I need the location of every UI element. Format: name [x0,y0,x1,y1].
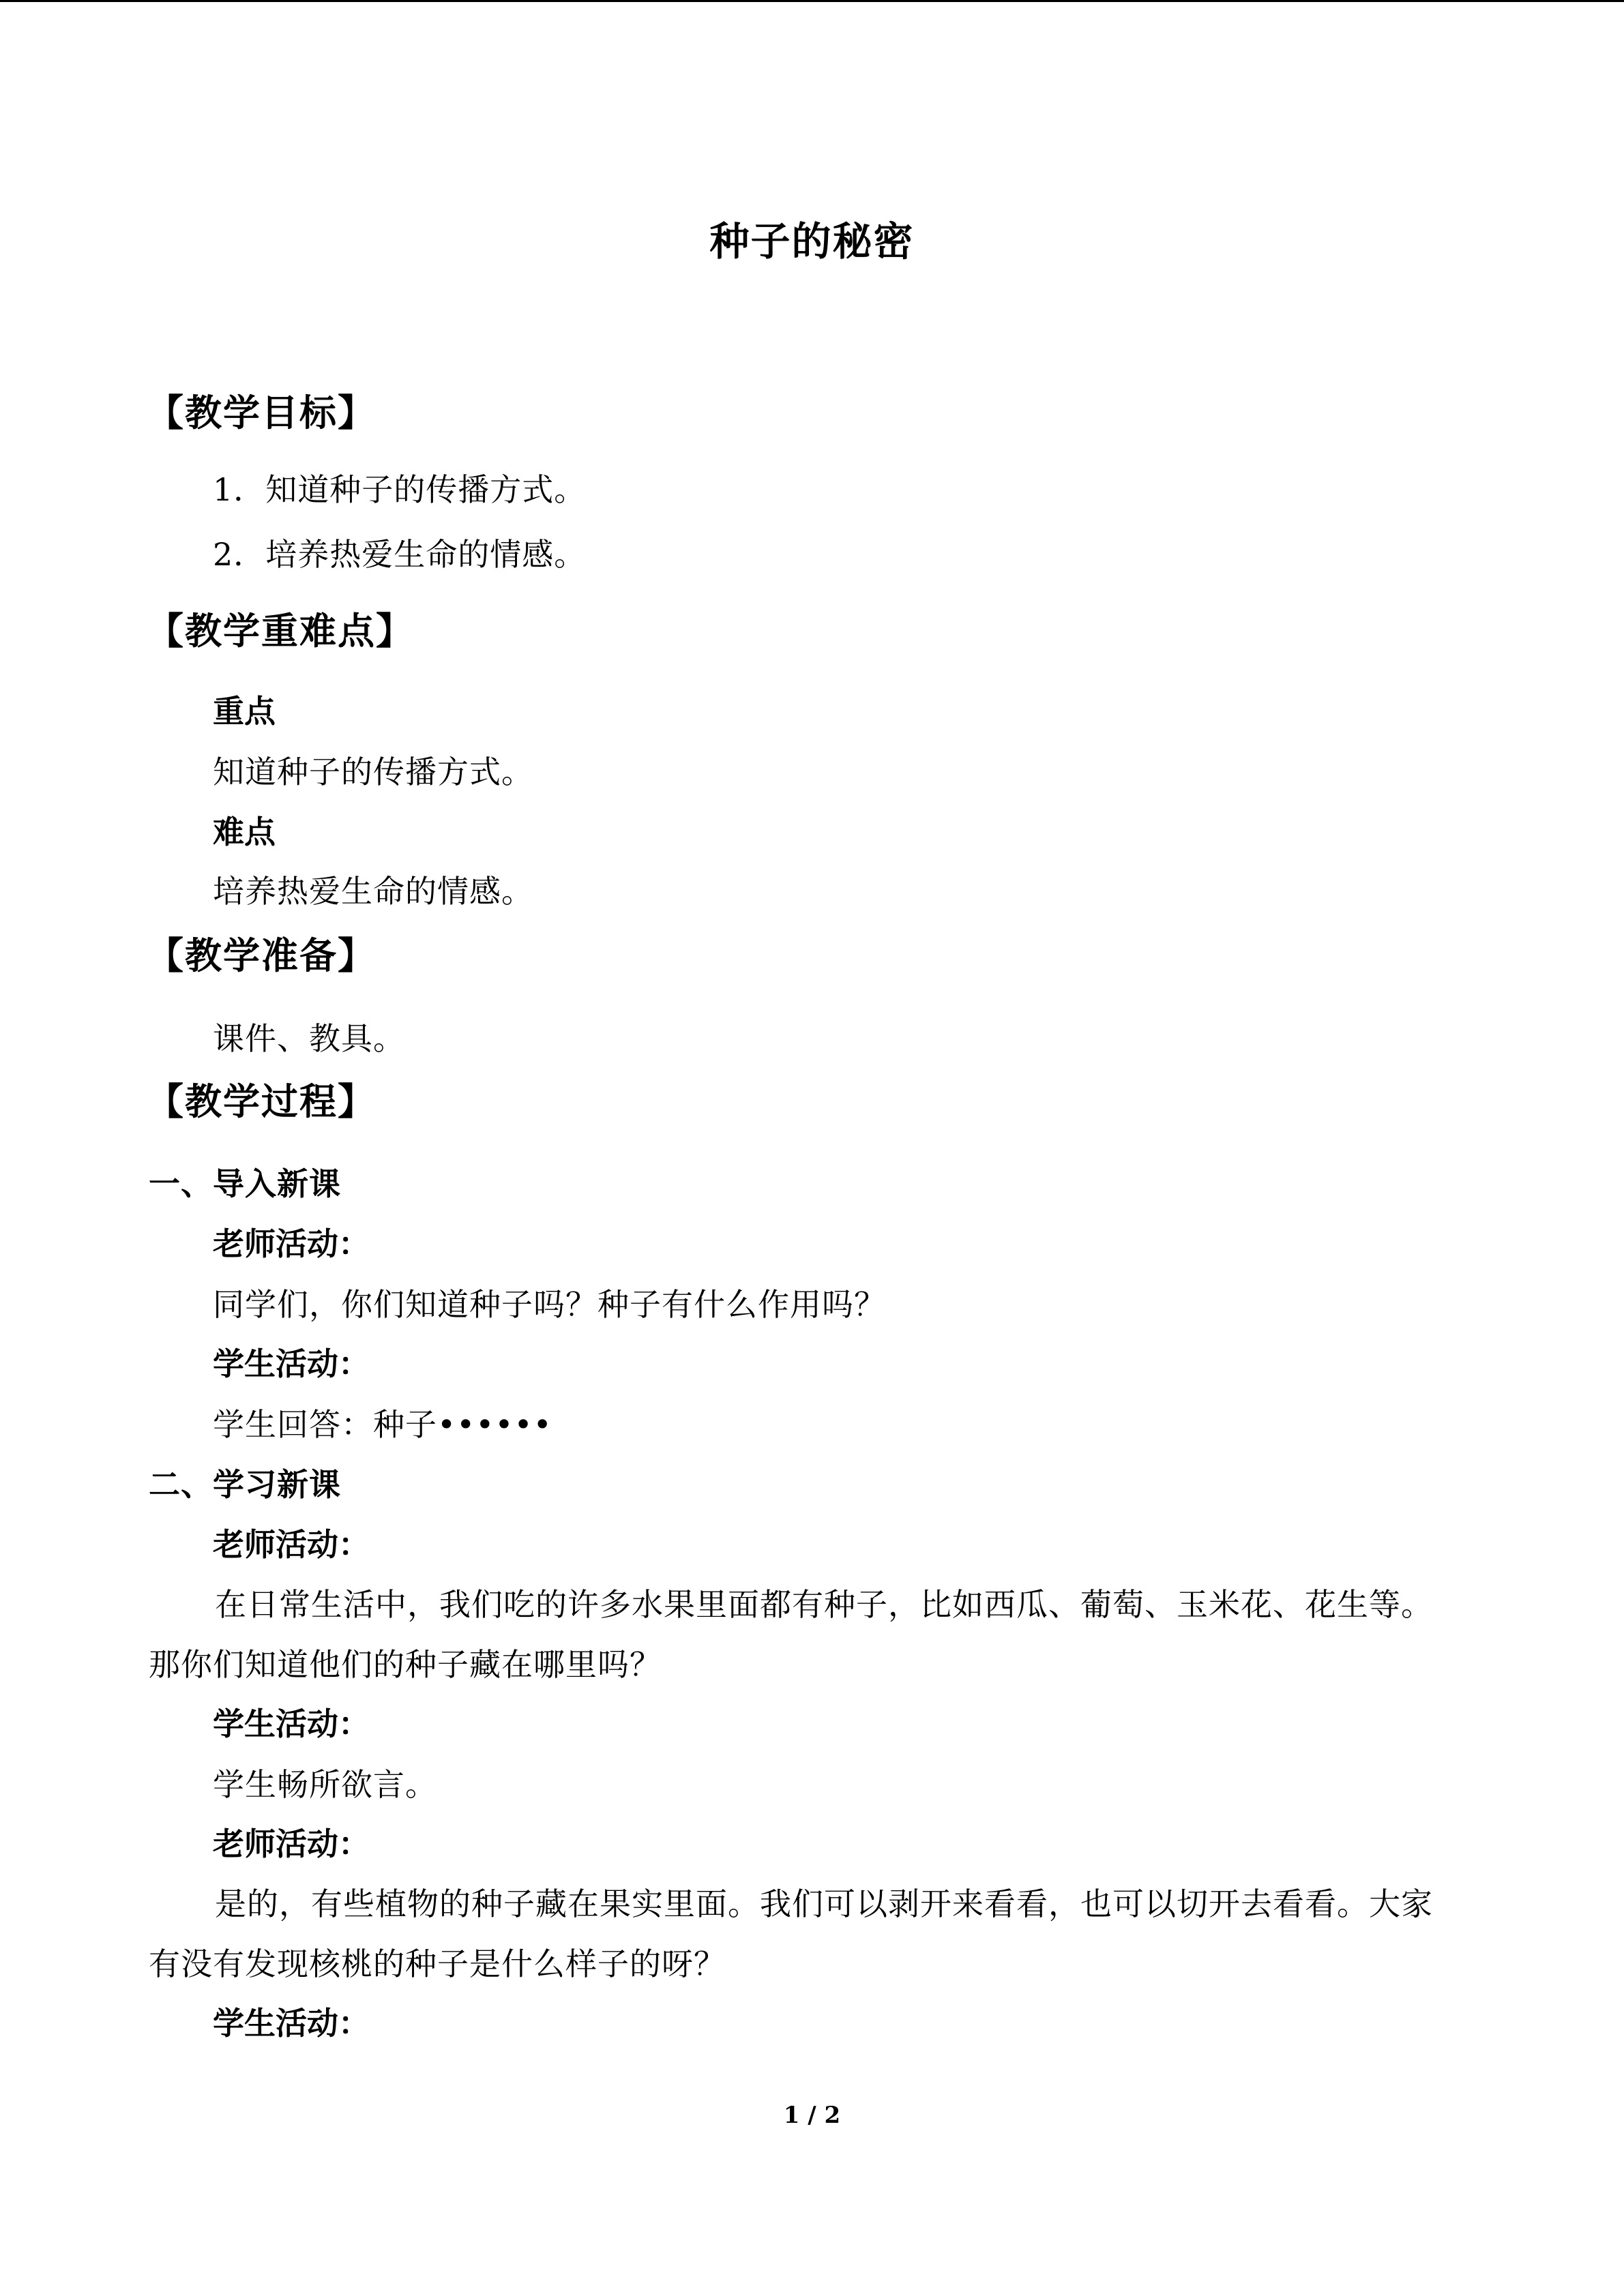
document-title: 种子的秘密 [709,218,915,265]
objectives-heading: 【教学目标】 [147,391,376,434]
difficulty-text: 培养热爱生命的情感。 [213,873,533,910]
section2-teacher-text-2: 是的，有些植物的种子藏在果实里面。我们可以剥开来看看，也可以切开去看看。大家有没有发现核桃的种子是什么样子的呀？ [149,1885,1433,1982]
section1-student-text: 学生回答：种子•••••• [213,1406,552,1443]
section2-teacher-text-1: 在日常生活中，我们吃的许多水果里面都有种子，比如西瓜、葡萄、玉米花、花生等。那你们知道他们的种子藏在哪里吗？ [149,1586,1433,1683]
focus-label: 重点 [213,693,276,730]
focus-text: 知道种子的传播方式。 [213,754,533,790]
key-points-heading: 【教学重难点】 [147,609,414,653]
section2-student-text-1: 学生畅所欲言。 [213,1766,437,1803]
section2-teacher-label-2: 老师活动： [213,1825,370,1862]
difficulty-label: 难点 [213,814,276,850]
section1-student-label: 学生活动： [213,1345,370,1382]
section1-teacher-label: 老师活动： [213,1225,370,1262]
section2-student-label-1: 学生活动： [213,1705,370,1742]
section2-teacher-label-1: 老师活动： [213,1526,370,1563]
preparation-text: 课件、教具。 [213,1020,405,1057]
objective-item-1: 1．知道种子的传播方式。 [213,471,587,508]
section2-heading: 二、学习新课 [149,1466,341,1503]
preparation-heading: 【教学准备】 [147,934,376,977]
section1-heading: 一、导入新课 [149,1165,341,1202]
page-number: 1 / 2 [783,2102,841,2129]
objective-item-2: 2．培养热爱生命的情感。 [213,536,587,573]
process-heading: 【教学过程】 [147,1079,376,1123]
section1-teacher-text: 同学们，你们知道种子吗？种子有什么作用吗？ [213,1286,886,1323]
section2-student-label-2: 学生活动： [213,2005,370,2042]
